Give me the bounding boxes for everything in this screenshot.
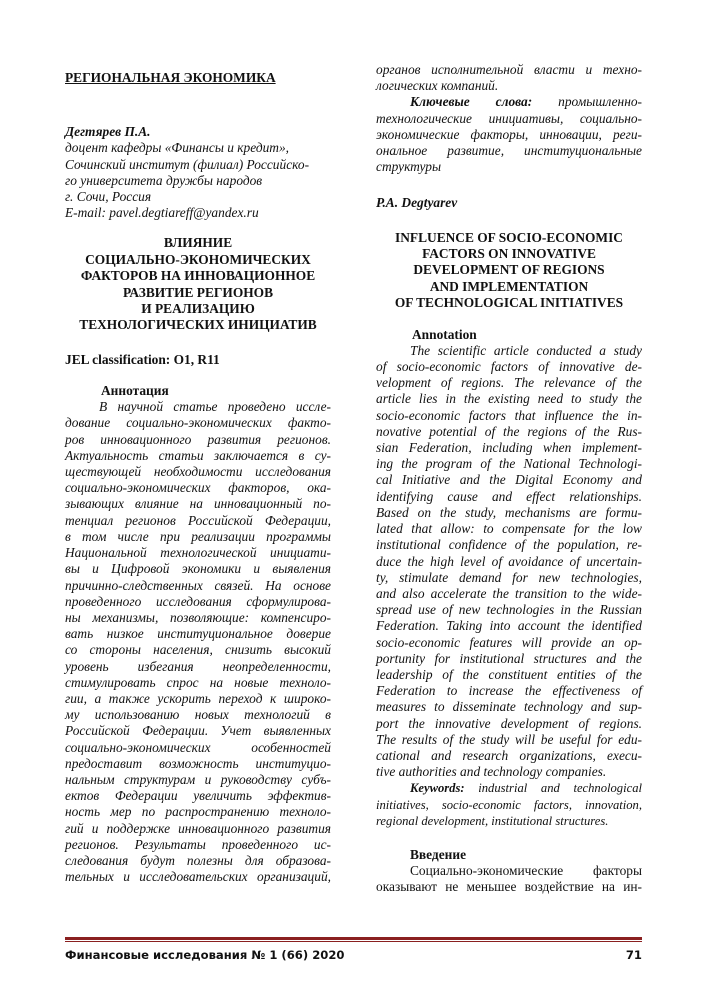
text-line: industrial and technological: [478, 781, 642, 796]
text-line: socio-economic factors that influence the in-: [376, 407, 642, 423]
journal-name: Финансовые исследования № 1 (66) 2020: [65, 948, 345, 962]
text-line: ность мер по распространению техноло-: [65, 804, 331, 820]
text-line: ров инновационного развития регионов.: [65, 431, 331, 447]
text-line: гий и поддержке инновационного развития: [65, 820, 331, 836]
article-title-en: [376, 230, 642, 312]
text-line: ектов Федерации увеличить эффектив-: [65, 788, 331, 804]
text-line: lated that allow: to compensate for the low: [376, 521, 642, 537]
text-line: В научной статье проведено иссле-: [99, 399, 331, 415]
text-line: со стороны населения, снизить высокий: [65, 642, 331, 658]
text-line: промышленно-: [558, 94, 642, 110]
title-line: DEVELOPMENT OF REGIONS: [413, 262, 605, 278]
title-line: ТЕХНОЛОГИЧЕСКИХ ИНИЦИАТИВ: [79, 317, 317, 333]
text-line: зывающих влияние на инновационный по-: [65, 496, 331, 512]
title-line: INFLUENCE OF SOCIO-ECONOMIC: [395, 229, 623, 245]
text-line: novative potential of the regions of the Rus-: [376, 423, 642, 439]
text-line: ществующей необходимости исследования: [65, 464, 331, 480]
keywords-label: Keywords:: [410, 781, 465, 796]
annotation-heading-en: Annotation: [412, 326, 477, 342]
author-name-en: P.A. Degtyarev: [376, 195, 458, 211]
text-line: вать низкое институциональное доверие: [65, 626, 331, 642]
text-line: тельных и исследовательских организаций,: [65, 869, 331, 885]
annotation-en: [376, 343, 642, 780]
text-line: spread use of new technologies in the Russian: [376, 602, 642, 618]
text-line: Актуальность статьи заключается в су-: [65, 447, 331, 463]
text-line: в том числе при реализации программы: [65, 528, 331, 544]
text-line: duce the high level of avoidance of uncertain-: [376, 553, 642, 569]
text-line: identifying cause and effect relationships.: [376, 488, 642, 504]
title-line: AND IMPLEMENTATION: [429, 278, 589, 294]
text-line: measures to disseminate technology and sup-: [376, 699, 642, 715]
jel-classification: JEL classification: O1, R11: [65, 351, 220, 367]
title-line: OF TECHNOLOGICAL INITIATIVES: [394, 295, 624, 311]
title-line: СОЦИАЛЬНО-ЭКОНОМИЧЕСКИХ: [85, 251, 311, 267]
text-line: экономические факторы, инновации, реги-: [376, 126, 642, 142]
title-line: ФАКТОРОВ НА ИННОВАЦИОННОЕ: [80, 268, 316, 284]
text-line: ональное развитие, институциональные: [376, 143, 642, 159]
author-affiliation: [65, 140, 331, 221]
text-line: оказывают не меньшее воздействие на ин-: [376, 879, 642, 895]
text-line: Российской Федерации. Учет выявленных: [65, 723, 331, 739]
text-line: of socio-economic factors of innovative de-: [376, 359, 642, 375]
text-line: Социально-экономические факторы: [410, 863, 642, 879]
keywords-ru: [376, 94, 642, 175]
affiliation-line: г. Сочи, Россия: [65, 189, 152, 205]
text-line: социально-экономических факторов, ока-: [65, 480, 331, 496]
text-line: регионов. Результаты проведенного ис-: [65, 836, 331, 852]
text-line: тенциал регионов Российской Федерации,: [65, 512, 331, 528]
left-column: [65, 62, 331, 885]
annotation-ru: [65, 399, 331, 885]
text-line: структуры: [376, 159, 442, 175]
text-line: Federation. Taking into account the identified: [376, 618, 642, 634]
annotation-heading-ru: Аннотация: [101, 383, 169, 399]
text-line: ing the program of the National Technologi-: [376, 456, 642, 472]
text-line: следования будут полезны для образова-: [65, 852, 331, 868]
keywords-label: Ключевые слова:: [410, 94, 533, 110]
text-line: article lies in the existing need to study the: [376, 391, 642, 407]
title-line: FACTORS ON INNOVATIVE: [422, 246, 596, 262]
keywords-en: [376, 780, 642, 829]
text-line: regional development, institutional structures.: [376, 813, 609, 828]
article-title-ru: [65, 235, 331, 333]
right-column: [376, 62, 642, 896]
text-line: стимулировать спрос на новые техноло-: [65, 674, 331, 690]
author-email: E-mail: pavel.degtiareff@yandex.ru: [65, 205, 259, 221]
text-line: дование социально-экономических факто-: [65, 415, 331, 431]
section-heading: РЕГИОНАЛЬНАЯ ЭКОНОМИКА: [65, 70, 276, 85]
text-line: tive authorities and technology companies.: [376, 764, 607, 780]
text-line: гии, а также ускорить переход к широко-: [65, 690, 331, 706]
text-line: логических компаний.: [376, 78, 499, 94]
text-line: вы и Цифровой экономики и выявления: [65, 561, 331, 577]
text-line: initiatives, socio-economic factors, innovation,: [376, 797, 642, 812]
text-line: Национальной технологической инициати-: [65, 545, 331, 561]
introduction-heading: Введение: [410, 846, 467, 862]
author-name: Дегтярев П.А.: [65, 124, 151, 140]
text-line: velopment of regions. The relevance of the: [376, 375, 642, 391]
text-line: cal Initiative and the Digital Economy and: [376, 472, 642, 488]
affiliation-line: доцент кафедры «Финансы и кредит»,: [65, 140, 290, 156]
text-line: port the innovative development of regions.: [376, 715, 642, 731]
text-line: institutional confidence of the population, re-: [376, 537, 642, 553]
text-line: нальным структурам и руководству субъ-: [65, 771, 331, 787]
text-line: ty, stimulate demand for new technologies,: [376, 569, 642, 585]
affiliation-line: Сочинский институт (филиал) Российско-: [65, 156, 310, 172]
keywords-first-line: [376, 94, 642, 110]
keywords-first-line: [376, 780, 642, 796]
text-line: проведенного исследования сформулирова-: [65, 593, 331, 609]
text-line: portunity for institutional structures and the: [376, 650, 642, 666]
text-line: socio-economic features will provide an op-: [376, 634, 642, 650]
footer-rule: [65, 937, 642, 940]
text-line: ны механизмы, позволяющие: компенсиро-: [65, 609, 331, 625]
text-line: технологические инициативы, социально-: [376, 110, 642, 126]
introduction-text: [376, 863, 642, 895]
title-line: ВЛИЯНИЕ: [163, 235, 233, 251]
title-line: РАЗВИТИЕ РЕГИОНОВ: [122, 284, 274, 300]
text-line: предоставит возможность институцио-: [65, 755, 331, 771]
text-line: органов исполнительной власти и техно-: [376, 62, 642, 77]
footer-rule-thin: [65, 941, 642, 942]
text-line: причинно-следственных связей. На основе: [65, 577, 331, 593]
affiliation-line: го университета дружбы народов: [65, 172, 263, 188]
text-line: социально-экономических особенностей: [65, 739, 331, 755]
text-line: му использованию новых технологий в: [65, 707, 331, 723]
text-line: The results of the study will be useful for edu-: [376, 731, 642, 747]
text-line: sian Federation, including when implement-: [376, 440, 642, 456]
text-line: The scientific article conducted a study: [410, 342, 642, 358]
text-line: Federation to increase the effectiveness of: [376, 683, 642, 699]
page-number: 71: [625, 948, 642, 962]
text-line: and also accelerate the transition to the wide-: [376, 585, 642, 601]
text-line: cational and research organizations, execu-: [376, 747, 642, 763]
text-line: уровень избегания неопределенности,: [65, 658, 331, 674]
annotation-ru-continuation: [376, 62, 642, 94]
title-line: И РЕАЛИЗАЦИЮ: [141, 301, 255, 317]
text-line: leadership of the constituent entities of the: [376, 666, 642, 682]
text-line: Based on the study, mechanisms are formu-: [376, 504, 642, 520]
